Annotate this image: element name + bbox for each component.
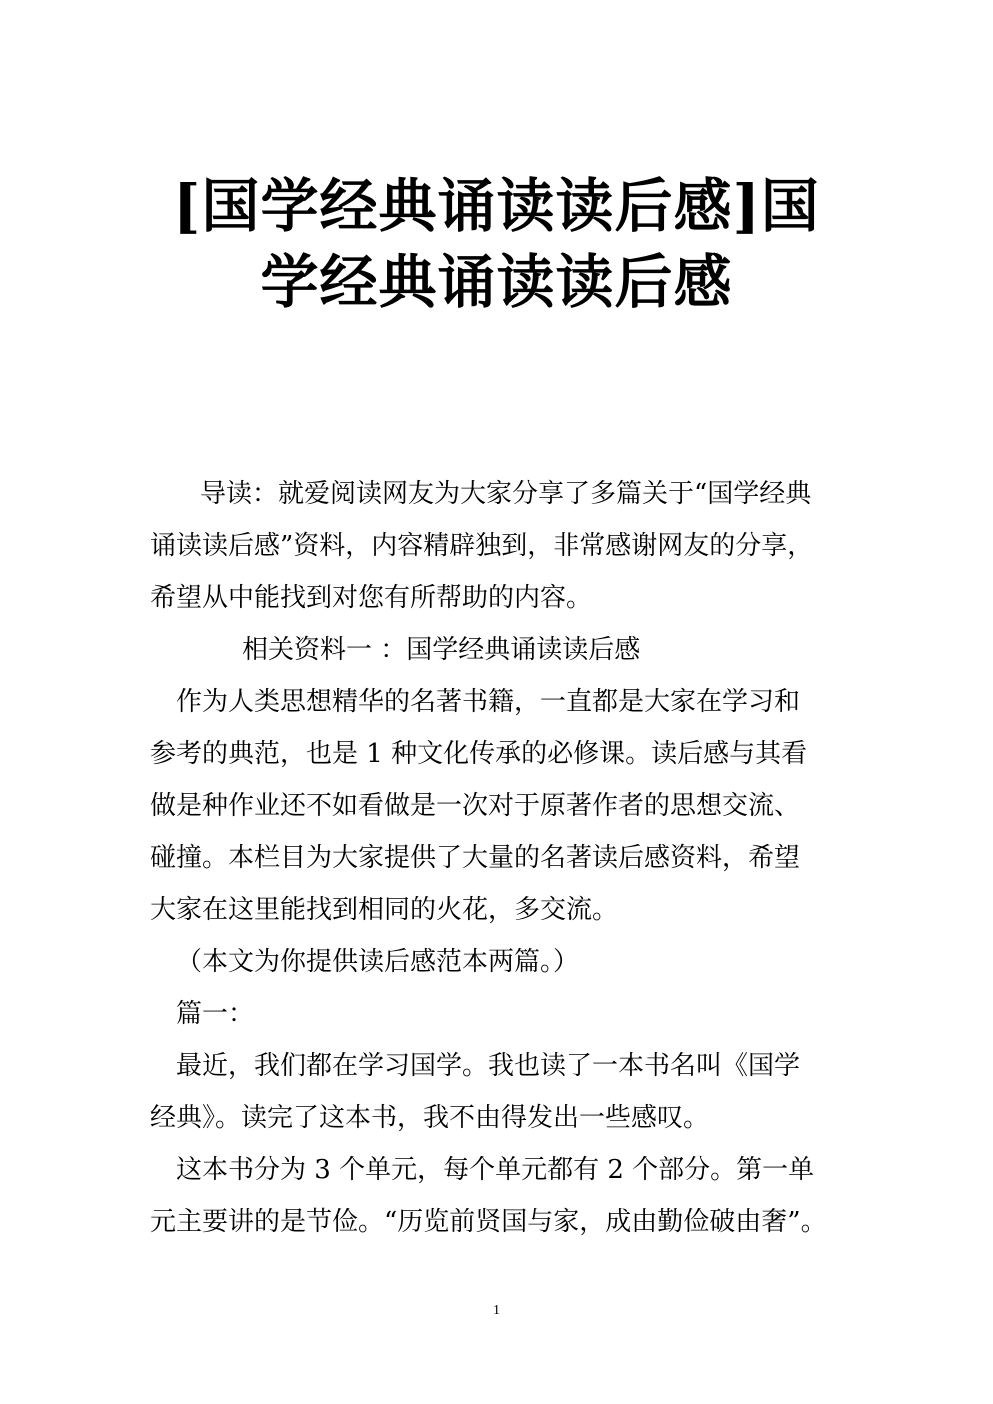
body-paragraph-2 bbox=[150, 1040, 850, 1144]
body-paragraph-1-line-2: 参考的典范，也是 1 种文化传承的必修课。读后感与其看 bbox=[150, 739, 808, 769]
intro-line-3: 希望从中能找到对您有所帮助的内容。 bbox=[150, 583, 593, 613]
note-paragraph bbox=[150, 936, 850, 988]
body-paragraph-3-line-2: 元主要讲的是节俭。“历览前贤国与家，成由勤俭破由奢”。 bbox=[150, 1207, 827, 1237]
intro-paragraph bbox=[150, 468, 850, 624]
document-body bbox=[150, 468, 850, 1248]
body-paragraph-3 bbox=[150, 1144, 850, 1248]
page-number: 1 bbox=[493, 1303, 500, 1318]
document-title-line-1: [国学经典诵读读后感]国 bbox=[173, 172, 820, 240]
part-label-paragraph bbox=[150, 988, 850, 1040]
note-line: （本文为你提供读后感范本两篇。） bbox=[176, 947, 580, 977]
body-paragraph-1 bbox=[150, 676, 850, 936]
section-heading bbox=[150, 624, 850, 676]
body-paragraph-2-line-2: 经典》。读完了这本书，我不由得发出一些感叹。 bbox=[150, 1103, 710, 1133]
body-paragraph-1-line-4: 碰撞。本栏目为大家提供了大量的名著读后感资料，希望 bbox=[150, 843, 801, 873]
document-title bbox=[150, 168, 843, 320]
part-label: 篇一： bbox=[176, 999, 255, 1029]
body-paragraph-1-line-1: 作为人类思想精华的名著书籍，一直都是大家在学习和 bbox=[176, 687, 801, 717]
document-title-line-2: 学经典诵读读后感 bbox=[260, 248, 733, 316]
intro-line-2: 诵读读后感”资料，内容精辟独到，非常感谢网友的分享， bbox=[150, 531, 814, 561]
section-heading-text: 相关资料一 ：国学经典诵读读后感 bbox=[242, 635, 641, 665]
body-paragraph-3-line-1: 这本书分为 3 个单元，每个单元都有 2 个部分。第一单 bbox=[176, 1155, 815, 1185]
body-paragraph-2-line-1: 最近，我们都在学习国学。我也读了一本书名叫《国学 bbox=[176, 1051, 801, 1081]
intro-line-1: 导读：就爱阅读网友为大家分享了多篇关于“国学经典 bbox=[200, 479, 812, 509]
body-paragraph-1-line-5: 大家在这里能找到相同的火花，多交流。 bbox=[150, 895, 619, 925]
body-paragraph-1-line-3: 做是种作业还不如看做是一次对于原著作者的思想交流、 bbox=[150, 791, 801, 821]
